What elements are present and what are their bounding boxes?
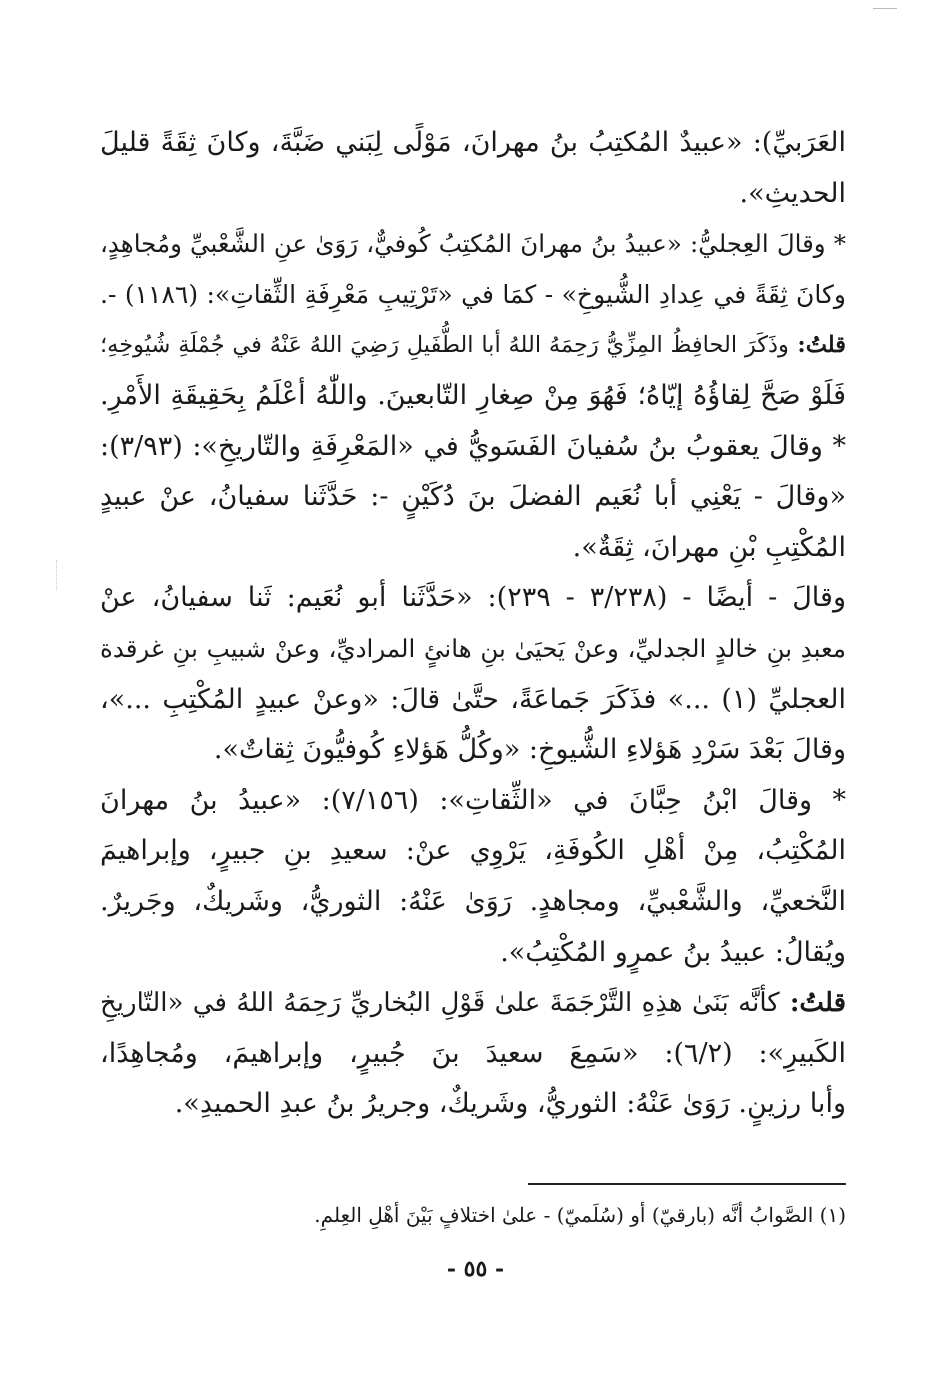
text-line: المُكْتِبِ بْنِ مهرانَ، ثِقَةٌ».	[572, 531, 846, 563]
text-line: فَلَوْ صَحَّ لِقاؤُهُ إيّاهُ؛ فَهُوَ مِنْ صِغارِ التّابعينَ. واللّٰهُ أعْلَمُ بِحَقِيقَةِ الأَمْرِ.	[100, 379, 846, 411]
text-line: معبدِ بنِ خالدٍ الجدليِّ، وعنْ يَحيَىٰ بنِ هانئٍ المراديِّ، وعنْ شبيبِ بنِ غرقدة	[100, 633, 846, 663]
text-line: الكَبيرِ»: (٦/٢): «سَمِعَ سعيدَ بنَ جُبيرٍ، وإبراهيمَ، ومُجاهِدًا،	[100, 1037, 846, 1069]
page-number: - ٥٥ -	[446, 1256, 505, 1282]
text-line: وكانَ ثِقَةً في عِدادِ الشُّيوخِ» - كمَا في «تَرْتِيبِ مَعْرِفَةِ الثِّقاتِ»: (١١٨٦) -.	[100, 279, 846, 309]
text-line: قلتُ: كأنَّه بَنَىٰ هذِهِ التَّرْجَمَةَ علىٰ قَوْلِ البُخاريِّ رَحِمَهُ اللهُ في «التّاريخِ	[100, 988, 846, 1019]
text-line: ويُقالُ: عبيدُ بنُ عمرٍو المُكْتِبُ».	[500, 936, 846, 968]
text-line: قلتُ: وذَكَرَ الحافِظُ المِزِّيُّ رَحِمَهُ اللهُ أبا الطُّفَيلِ رَضِيَ اللهُ عَنْهُ في جُمْلَةِ شُيُوخِهِ؛	[100, 332, 846, 359]
text-line: المُكْتِبُ، مِنْ أهْلِ الكُوفَةِ، يَرْوِي عنْ: سعيدِ بنِ جبيرٍ، وإبراهيمَ	[100, 835, 846, 867]
text-line: وأبا رزينٍ. رَوَىٰ عَنْهُ: الثوريُّ، وشَريكٌ، وجريرُ بنُ عبدِ الحميدِ».	[174, 1088, 846, 1120]
footnote: (١) الصَّوابُ أنَّه (بارقيّ) أو (سُلَميّ) - علىٰ اختلافٍ بَيْنَ أهْلِ العِلمِ.	[314, 1203, 846, 1227]
text-line: * وقالَ ابْنُ حِبَّانَ في «الثِّقاتِ»: (٧/١٥٦): «عبيدُ بنُ مهرانَ	[100, 784, 846, 816]
text-line: النَّخعيِّ، والشَّعْبيِّ، ومجاهدٍ. رَوَىٰ عَنْهُ: الثوريُّ، وشَريكٌ، وجَريرٌ.	[100, 885, 846, 917]
text-line: «وقالَ - يَعْنِي أبا نُعَيم الفضلَ بنَ دُكَيْنٍ -: حَدَّثَنا سفيانُ، عنْ عبيدٍ	[100, 481, 846, 513]
text-line: الحديثِ».	[739, 177, 846, 209]
main-text	[100, 118, 846, 1130]
text-line: وقالَ - أيضًا - (٣/٢٣٨ - ٢٣٩): «حَدَّثَنا أبو نُعَيم: ثَنا سفيانُ، عنْ	[100, 582, 846, 614]
text-line: العجليِّ (١) ...» فذَكَرَ جَماعَةً، حتَّىٰ قالَ: «وعنْ عبيدٍ المُكْتِبِ ...»،	[100, 683, 846, 715]
text-line: وقالَ بَعْدَ سَرْدِ هَؤلاءِ الشُّيوخِ: «وكُلُّ هَؤلاءِ كُوفيُّونَ ثِقاتٌ».	[213, 734, 846, 766]
scan-side-mark	[56, 560, 58, 590]
text-line: العَرَبيِّ): «عبيدٌ المُكتِبُ بنُ مهرانَ، مَوْلًى لِبَني ضَبَّةَ، وكانَ ثِقَةً قليلَ	[100, 127, 846, 158]
footnote-separator	[528, 1183, 846, 1185]
text-line: * وقالَ يعقوبُ بنُ سُفيانَ الفَسَويُّ في «المَعْرِفَةِ والتّاريخِ»: (٣/٩٣):	[100, 430, 846, 462]
scan-corner-mark	[873, 8, 897, 9]
text-line: * وقالَ العِجليُّ: «عبيدُ بنُ مهرانَ المُكتِبُ كُوفيٌّ، رَوَىٰ عنِ الشَّعْبيِّ ومُجاهِدٍ،	[100, 229, 846, 259]
